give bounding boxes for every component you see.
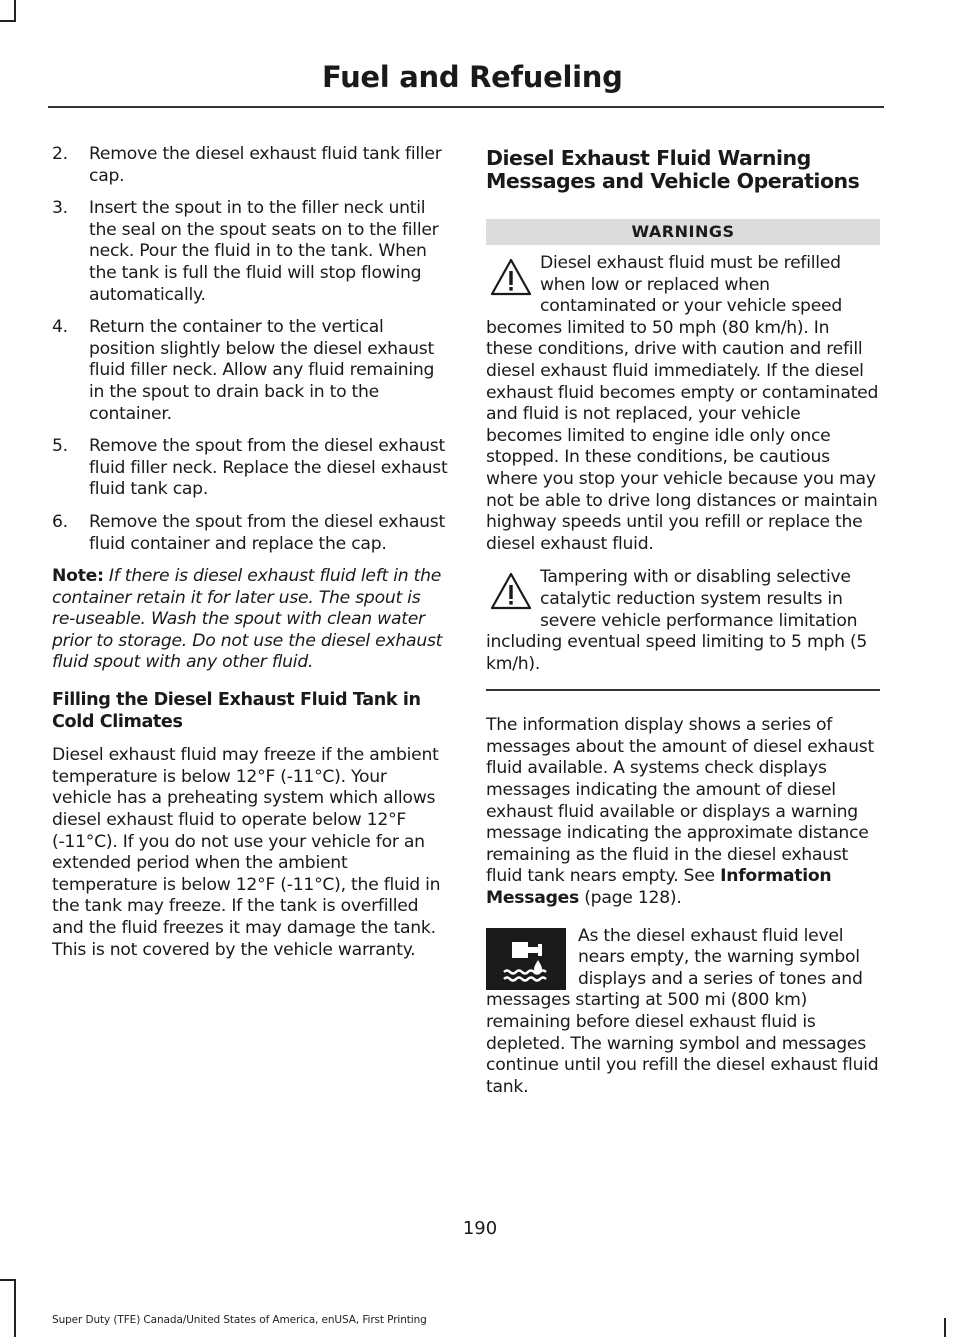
crop-mark: [0, 20, 16, 22]
crop-mark: [944, 1318, 946, 1337]
step-number: 6.: [52, 511, 68, 532]
step-number: 3.: [52, 198, 68, 219]
step-text: Remove the spout from the diesel exhaust fluid container and replace the cap.: [89, 511, 445, 554]
warning-block: [486, 253, 880, 555]
warning-text: Diesel exhaust fluid must be refilled when low or replaced when contaminated or your vehicle speed becomes limited to 50 mph (80 km/h). In these conditions, drive with caution and refill diesel exhaust fluid immediately. If the diesel exhaust fluid becomes empty or contaminated and fluid is not replaced, your vehicle becomes limited to engine idle only once stopped. In these conditions, be cautious where you stop your vehicle because you may not be able to drive long distances or maintain highway speeds until you refill or replace the diesel exhaust fluid.: [486, 253, 879, 554]
list-item: [52, 144, 448, 187]
cross-reference-link[interactable]: Information Messages: [486, 866, 832, 909]
footer-edition: Super Duty (TFE) Canada/United States of America, enUSA, First Printing: [52, 1314, 427, 1326]
warning-block: [486, 567, 880, 675]
section-heading: Diesel Exhaust Fluid Warning Messages and Vehicle Operations: [486, 146, 860, 193]
note-text: If there is diesel exhaust fluid left in the container retain it for later use. The spout is re-useable. Wash the spout with clean water prior to storage. Do not use the diesel exhaust fluid spout with any other fluid.: [52, 566, 443, 673]
warning-triangle-icon: [486, 257, 536, 315]
right-column: [486, 144, 880, 1098]
step-number: 2.: [52, 144, 68, 164]
warnings-banner: WARNINGS: [486, 219, 880, 245]
diesel-exhaust-fluid-warning-icon: [486, 928, 566, 990]
step-text: Remove the spout from the diesel exhaust fluid filler neck. Replace the diesel exhaust fluid tank cap.: [89, 436, 448, 500]
page-title: Fuel and Refueling: [322, 60, 623, 94]
list-item: [52, 512, 448, 555]
warning-triangle-icon: [486, 571, 536, 629]
crop-mark: [14, 0, 16, 22]
header-rule: [48, 106, 884, 108]
info-text: The information display shows a series of messages about the amount of diesel exhaust fluid available. A systems check displays messages indicating the amount of diesel exhaust fluid available or displays a warning message indicating the approximate distance remaining as the fluid in the diesel exhaust fluid tank nears empty. See: [486, 715, 874, 887]
step-list: [52, 144, 448, 555]
left-column: [52, 144, 448, 961]
step-number: 5.: [52, 436, 68, 457]
info-page-ref: (page 128).: [579, 888, 682, 909]
warnings-end-rule: [486, 689, 880, 691]
step-text: Insert the spout in to the filler neck until the seal on the spout seats on to the filler neck. Pour the fluid in to the tank. When the tank is full the fluid will stop flowing automatically.: [89, 198, 439, 305]
step-text: Remove the diesel exhaust fluid tank filler cap.: [89, 144, 442, 186]
note-paragraph: [52, 566, 448, 674]
def-warning-block: [486, 926, 880, 1099]
crop-mark: [14, 1279, 16, 1337]
list-item: [52, 317, 448, 425]
page-number: 190: [462, 1218, 498, 1239]
warning-text: Tampering with or disabling selective catalytic reduction system results in severe vehicle performance limitation including eventual speed limiting to 5 mph (5 km/h).: [486, 567, 868, 674]
list-item: [52, 436, 448, 501]
note-label: Note:: [52, 566, 104, 587]
cold-climate-text: Diesel exhaust fluid may freeze if the ambient temperature is below 12°F (-11°C). Your vehicle has a preheating system which allows diesel exhaust fluid to operate below 12°F (-11°C). If you do not use your vehicle for an extended period when the ambient temperature is below 12°F (-11°C), the fluid in the tank may freeze. If the tank is overfilled and the fluid freezes it may damage the tank. This is not covered by the vehicle warranty.: [52, 745, 441, 960]
def-warning-text: As the diesel exhaust fluid level nears empty, the warning symbol displays and a series of tones and messages starting at 500 mi (800 km) remaining before diesel exhaust fluid is depleted. The warning symbol and messages continue until you refill the diesel exhaust fluid tank.: [486, 925, 879, 1097]
step-number: 4.: [52, 317, 68, 338]
crop-mark: [0, 1279, 16, 1281]
cold-climate-heading: Filling the Diesel Exhaust Fluid Tank in Cold Climates: [52, 690, 421, 732]
info-paragraph: [486, 715, 880, 909]
list-item: [52, 198, 448, 306]
step-text: Return the container to the vertical position slightly below the diesel exhaust fluid filler neck. Allow any fluid remaining in the spout to drain back in to the container.: [89, 317, 435, 424]
